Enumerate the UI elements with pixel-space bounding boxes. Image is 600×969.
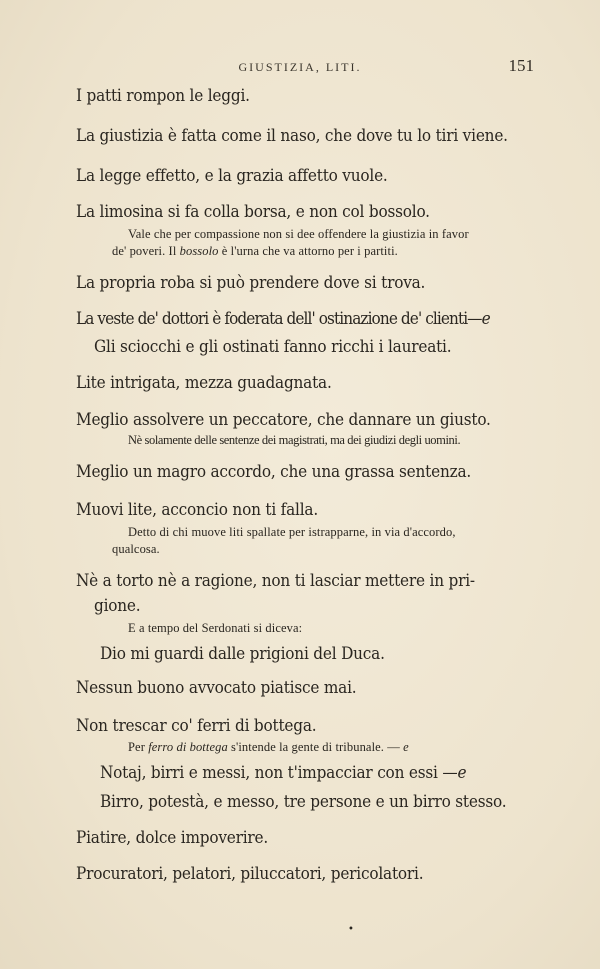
proverb-line: Birro, potestà, e messo, tre persone e un birro stesso.: [100, 792, 507, 812]
note-line: qualcosa.: [112, 542, 160, 556]
proverb-line: La limosina si fa colla borsa, e non col bossolo.: [76, 202, 430, 222]
note-line: [112, 244, 398, 259]
proverb-tail: e: [457, 763, 467, 783]
note-text: Per: [128, 740, 149, 754]
bottom-ornament: •: [348, 924, 354, 935]
proverb-line: Muovi lite, acconcio non ti falla.: [76, 500, 318, 520]
proverb-line: Lite intrigata, mezza guadagnata.: [76, 373, 332, 393]
note-italic: ferro di bottega: [148, 740, 228, 754]
proverb-line: Dio mi guardi dalle prigioni del Duca.: [100, 644, 385, 664]
proverb-text: La veste de' dottori è foderata dell' ostinazione de' clienti—: [76, 309, 482, 329]
note-line: Detto di chi muove liti spallate per istrapparne, in via d'accordo,: [128, 525, 456, 539]
note-line: E a tempo del Serdonati si diceva:: [128, 621, 303, 635]
proverb-line: gione.: [94, 596, 141, 616]
proverb-line: La legge effetto, e la grazia affetto vuole.: [76, 166, 388, 186]
proverb-line: La propria roba si può prendere dove si trova.: [76, 273, 426, 293]
proverb-line: Procuratori, pelatori, piluccatori, pericolatori.: [76, 864, 424, 884]
proverb-tail: e: [481, 309, 490, 329]
page-number: 151: [508, 56, 534, 75]
note-text: s'intende la gente di tribunale. —: [227, 740, 404, 754]
proverb-line: [100, 763, 466, 783]
note-tail: e: [403, 740, 409, 754]
proverb-line: Meglio un magro accordo, che una grassa sentenza.: [76, 462, 472, 482]
note-text: è l'urna che va attorno per i partiti.: [218, 244, 398, 258]
proverb-line: Meglio assolvere un peccatore, che dannare un giusto.: [76, 410, 491, 430]
note-line: [128, 740, 409, 755]
proverb-line: I patti rompon le leggi.: [76, 86, 250, 106]
note-italic: bossolo: [179, 244, 219, 258]
proverb-line: Nè a torto nè a ragione, non ti lasciar mettere in pri-: [76, 571, 475, 591]
note-line: Vale che per compassione non si dee offendere la giustizia in favor: [128, 227, 469, 241]
proverb-line: Piatire, dolce impoverire.: [76, 828, 269, 848]
proverb-line: Gli sciocchi e gli ostinati fanno ricchi i laureati.: [94, 337, 452, 357]
proverb-line: Non trescar co' ferri di bottega.: [76, 716, 317, 736]
note-text: de' poveri. Il: [112, 244, 180, 258]
running-title: GIUSTIZIA, LITI.: [238, 60, 362, 74]
note-line: Nè solamente delle sentenze dei magistrati, ma dei giudizi degli uomini.: [128, 433, 461, 447]
proverb-line: [76, 309, 490, 329]
proverb-line: La giustizia è fatta come il naso, che dove tu lo tiri viene.: [76, 126, 508, 146]
proverb-text: Notaj, birri e messi, non t'impacciar con essi —: [100, 763, 458, 783]
proverb-line: Nessun buono avvocato piatisce mai.: [76, 678, 357, 698]
